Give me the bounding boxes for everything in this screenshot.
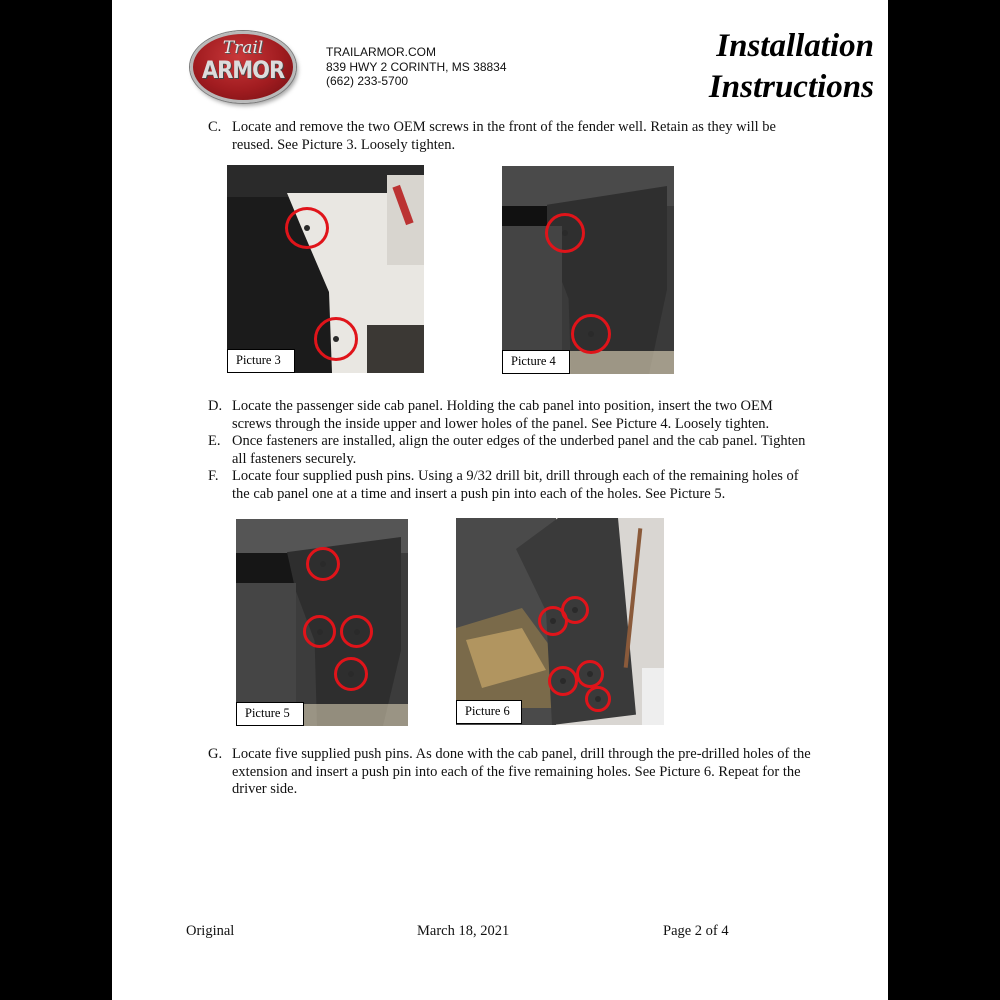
picture-3-photo (227, 165, 424, 373)
company-address: 839 HWY 2 CORINTH, MS 38834 (326, 59, 507, 74)
footer-page-number: Page 2 of 4 (663, 923, 729, 939)
highlight-ring (334, 657, 368, 691)
step-text: Locate four supplied push pins. Using a 9/32 drill bit, drill through each of the remaining holes of the cab panel one at a time and insert a push pin into each of the holes. See Picture 5. (232, 468, 799, 502)
highlight-ring (571, 314, 611, 354)
picture-5-photo (236, 519, 408, 726)
step-text: Locate the passenger side cab panel. Holding the cab panel into position, insert the two OEM screws through the inside upper and lower holes of the panel. See Picture 4. Loosely tighten. (232, 398, 773, 432)
highlight-ring (561, 596, 589, 624)
picture-caption: Picture 4 (502, 350, 570, 374)
title-line-2: Instructions (708, 69, 874, 105)
step-d (208, 398, 808, 433)
highlight-ring (545, 213, 585, 253)
step-c (208, 119, 808, 154)
highlight-ring (303, 615, 336, 648)
company-phone: (662) 233-5700 (326, 74, 409, 88)
step-text: Once fasteners are installed, align the outer edges of the underbed panel and the cab panel. Tighten all fasteners securely. (232, 433, 806, 467)
picture-caption: Picture 3 (227, 349, 295, 373)
highlight-ring (576, 660, 604, 688)
footer-date: March 18, 2021 (417, 923, 510, 939)
document-page (112, 0, 888, 1000)
logo-text-armor: ARMOR (201, 56, 285, 84)
highlight-ring (340, 615, 373, 648)
step-letter: D. (208, 398, 223, 414)
step-g (208, 746, 818, 799)
highlight-ring (306, 547, 340, 581)
picture-6-photo (456, 518, 664, 725)
step-letter: F. (208, 468, 219, 484)
step-letter: C. (208, 119, 222, 135)
picture-caption: Picture 6 (456, 700, 522, 724)
step-f (208, 468, 818, 503)
step-text: Locate and remove the two OEM screws in the front of the fender well. Retain as they will be reused. See Picture 3. Loosely tighten. (232, 119, 776, 153)
trail-armor-logo (190, 31, 296, 103)
company-contact-block (326, 45, 507, 89)
step-text: Locate five supplied push pins. As done with the cab panel, drill through the pre-drilled holes of the extension and insert a push pin into each of the five remaining holes. See Picture 6. Repeat for the driver side. (232, 746, 811, 797)
picture-caption: Picture 5 (236, 702, 304, 726)
title-line-1: Installation (716, 28, 874, 64)
company-website: TRAILARMOR.COM (326, 45, 437, 59)
document-title (709, 26, 874, 108)
highlight-ring (285, 207, 329, 249)
logo-text-trail: Trail (222, 38, 264, 58)
picture-4-photo (502, 166, 674, 374)
footer-revision: Original (186, 923, 235, 939)
step-letter: G. (208, 746, 223, 762)
step-e (208, 433, 808, 468)
highlight-ring (585, 686, 611, 712)
highlight-ring (314, 317, 358, 361)
highlight-ring (548, 666, 578, 696)
step-letter: E. (208, 433, 221, 449)
